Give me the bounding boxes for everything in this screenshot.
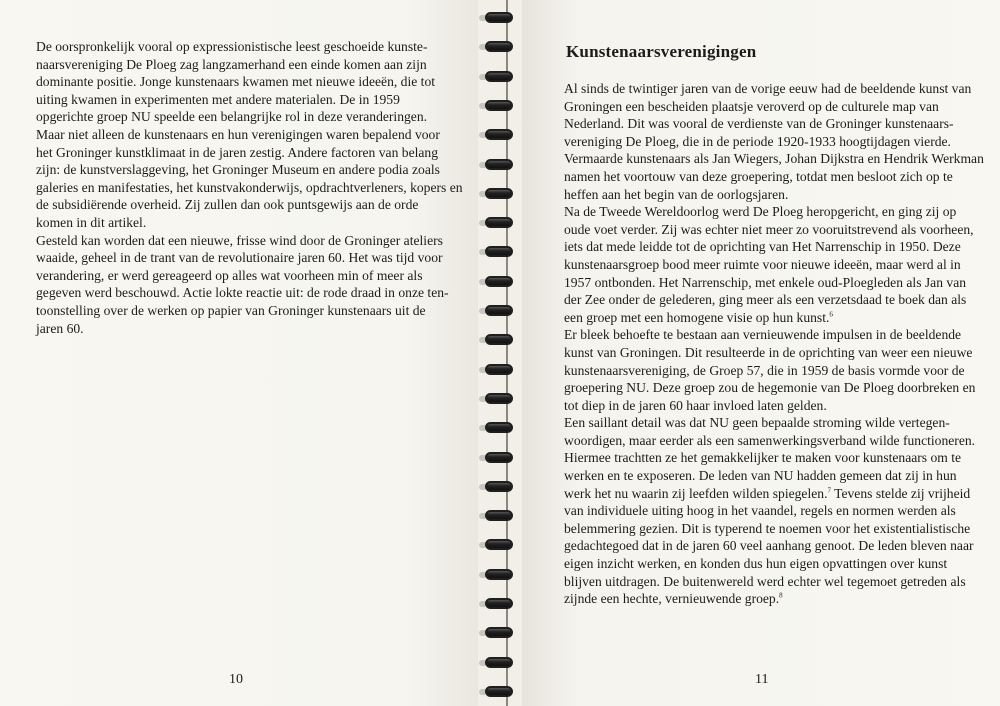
text-line: Al sinds de twintiger jaren van de vorige eeuw had de beeldende kunst van: [564, 81, 972, 96]
ring-wire: [485, 334, 513, 345]
ring-wire: [485, 393, 513, 404]
text-line: groepering NU. Deze groep zou de hegemonie van De Ploeg doorbreken en: [564, 380, 976, 396]
text-line: Na de Tweede Wereldoorlog werd De Ploeg heropgericht, en ging zij op: [564, 204, 957, 220]
text-line: vereniging De Ploeg, die in de periode 1920-1933 hoogtijdagen vierde.: [564, 133, 951, 149]
text-line: [564, 309, 984, 327]
text-line: kunstenaarsvereniging, de Groep 57, die in 1959 de basis vormde voor de: [564, 362, 965, 378]
ring-wire: [485, 510, 513, 521]
page-number-left: 10: [229, 672, 243, 687]
spiral-ring: [479, 100, 515, 112]
text-line-content: werk het nu waarin zij leefden wilden spiegelen.: [564, 485, 828, 501]
spiral-ring: [479, 539, 515, 551]
ring-wire: [485, 305, 513, 316]
right-page: [522, 0, 1000, 706]
footnote-marker: 8: [779, 591, 783, 600]
text-line: Een saillant detail was dat NU geen bepaalde stroming wilde vertegen-: [564, 415, 950, 431]
spiral-ring: [479, 393, 515, 405]
spiral-ring: [479, 598, 515, 610]
spiral-ring: [479, 657, 515, 669]
text-line: gedachtegoed dat in de jaren 60 veel aanhang genoot. De leden bleven naar: [564, 538, 974, 554]
spiral-ring: [479, 188, 515, 200]
text-line: Gesteld kan worden dat een nieuwe, frisse wind door de Groninger ateliers: [36, 232, 443, 248]
text-line: Groningen een bescheiden plaatsje veroverd op de culturele map van: [564, 98, 939, 114]
text-line: werken en te exposeren. De leden van NU hadden gemeen dat zij in hun: [564, 468, 957, 484]
text-line: woordigen, maar eerder als een samenwerkingsverband wilde functioneren.: [564, 432, 976, 448]
ring-wire: [485, 686, 513, 697]
text-line: Er bleek behoefte te bestaan aan vernieuwende impulsen in de beeldende: [564, 327, 962, 343]
text-line: kunst van Groningen. Dit resulteerde in de oprichting van weer een nieuwe: [564, 344, 973, 360]
text-line: gegeven werd beschouwd. Actie lokte reactie uit: de rode draad in onze ten-: [36, 285, 449, 301]
text-line-content: zijnde een hechte, vernieuwende groep.: [564, 591, 780, 607]
spiral-ring: [479, 510, 515, 522]
text-line: oude voet verder. Zij was echter niet meer zo vooruitstrevend als voorheen,: [564, 221, 974, 237]
spiral-ring: [479, 129, 515, 141]
left-page-body: [36, 38, 463, 337]
spiral-ring: [479, 305, 515, 317]
text-line: namen het voortouw van deze groepering, totdat men besloot zich op te: [564, 168, 953, 184]
page-number-right: 11: [755, 672, 769, 687]
spiral-ring: [479, 217, 515, 229]
spiral-ring: [479, 71, 515, 83]
section-heading: Kunstenaarsverenigingen: [566, 42, 757, 61]
text-line: Hiermee trachtten ze het gemakkelijker te maken voor kunstenaars om te: [564, 450, 962, 466]
ring-wire: [485, 12, 513, 23]
text-line: tot diep in de jaren 60 haar invloed laten gelden.: [564, 397, 827, 413]
text-line: blijven uitdragen. De buitenwereld werd echter wel tegemoet getreden als: [564, 573, 966, 589]
spiral-ring: [479, 686, 515, 698]
text-line: eigen inzicht werken, en konden dus hun eigen opvattingen over kunst: [564, 556, 948, 572]
text-line: komen in dit artikel.: [36, 214, 147, 230]
text-line: uiting kwamen in experimenten met andere materialen. De in 1959: [36, 91, 400, 107]
spiral-ring: [479, 422, 515, 434]
text-line: jaren 60.: [36, 320, 84, 336]
text-line: der Zee onder de gelederen, ging meer als een verzetsdaad te boek dan als: [564, 292, 967, 308]
ring-wire: [485, 188, 513, 199]
ring-wire: [485, 217, 513, 228]
ring-wire: [485, 129, 513, 140]
text-line: de subsidiërende overheid. Zij zullen dan ook puntsgewijs aan de orde: [36, 197, 419, 213]
text-line: opgerichte groep NU speelde een belangrijke rol in deze veranderingen.: [36, 109, 428, 125]
text-line: Vermaarde kunstenaars als Jan Wiegers, Johan Dijkstra en Hendrik Werkman: [564, 151, 984, 167]
spiral-ring: [479, 364, 515, 376]
text-line: verandering, er werd gereageerd op alles wat voorheen min of meer als: [36, 267, 423, 283]
spiral-ring: [479, 12, 515, 24]
text-line: toonstelling over de werken op papier van Groninger kunstenaars uit de: [36, 302, 426, 318]
spiral-ring: [479, 569, 515, 581]
ring-wire: [485, 71, 513, 82]
text-line: zijn: de kunstverslaggeving, het Groninger Museum en andere podia zoals: [36, 162, 440, 178]
ring-wire: [485, 452, 513, 463]
ring-wire: [485, 657, 513, 668]
ring-wire: [485, 539, 513, 550]
spiral-ring: [479, 452, 515, 464]
text-line: iets dat mede leidde tot de oprichting van Het Narrenschip in 1950. Deze: [564, 239, 961, 255]
spiral-ring: [479, 334, 515, 346]
ring-wire: [485, 598, 513, 609]
ring-wire: [485, 481, 513, 492]
ring-wire: [485, 569, 513, 580]
spiral-ring: [479, 276, 515, 288]
spiral-ring: [479, 627, 515, 639]
footnote-marker: 7: [827, 486, 831, 495]
left-page: [0, 0, 478, 706]
text-line: naarsvereniging De Ploeg zag langzamerhand een einde komen aan zijn: [36, 56, 427, 72]
ring-wire: [485, 276, 513, 287]
text-line: [564, 590, 984, 608]
text-line: belemmering gezien. Dit is typerend te noemen voor het existentialistische: [564, 520, 971, 536]
text-line: dominante positie. Jonge kunstenaars kwamen met nieuwe ideeën, die tot: [36, 74, 436, 90]
text-line: Nederland. Dit was vooral de verdienste van de Groninger kunstenaars-: [564, 116, 954, 132]
text-line: Maar niet alleen de kunstenaars en hun verenigingen waren bepalend voor: [36, 126, 440, 142]
ring-wire: [485, 364, 513, 375]
ring-wire: [485, 41, 513, 52]
footnote-marker: 6: [829, 310, 833, 319]
text-line: kunstenaarsgroep bood meer ruimte voor nieuwe ideeën, maar werd al in: [564, 256, 961, 272]
ring-wire: [485, 159, 513, 170]
spiral-ring: [479, 159, 515, 171]
text-line-content: een groep met een homogene visie op hun kunst.: [564, 309, 830, 325]
ring-wire: [485, 246, 513, 257]
text-line: galeries en manifestaties, het kunstvakonderwijs, opdrachtverleners, kopers en: [36, 179, 463, 195]
ring-wire: [485, 627, 513, 638]
text-line: 1957 ontbonden. Het Narrenschip, met enkele oud-Ploegleden als Jan van: [564, 274, 967, 290]
text-line: De oorspronkelijk vooral op expressionistische leest geschoeide kunste-: [36, 39, 428, 54]
ring-wire: [485, 422, 513, 433]
text-line: [564, 485, 984, 503]
text-line: van individuele uiting hoog in het vaandel, regels en normen werden als: [564, 503, 956, 519]
text-line: heffen aan het begin van de oorlogsjaren.: [564, 186, 789, 202]
right-page-body: [564, 80, 984, 608]
spiral-ring: [479, 481, 515, 493]
spiral-ring: [479, 41, 515, 53]
spiral-ring: [479, 246, 515, 258]
text-line: waaide, geheel in de trant van de revolutionaire jaren 60. Het was tijd voor: [36, 250, 443, 266]
text-line: het Groninger kunstklimaat in de jaren zestig. Andere factoren van belang: [36, 144, 439, 160]
text-line-content: Tevens stelde zij vrijheid: [830, 485, 971, 501]
ring-wire: [485, 100, 513, 111]
